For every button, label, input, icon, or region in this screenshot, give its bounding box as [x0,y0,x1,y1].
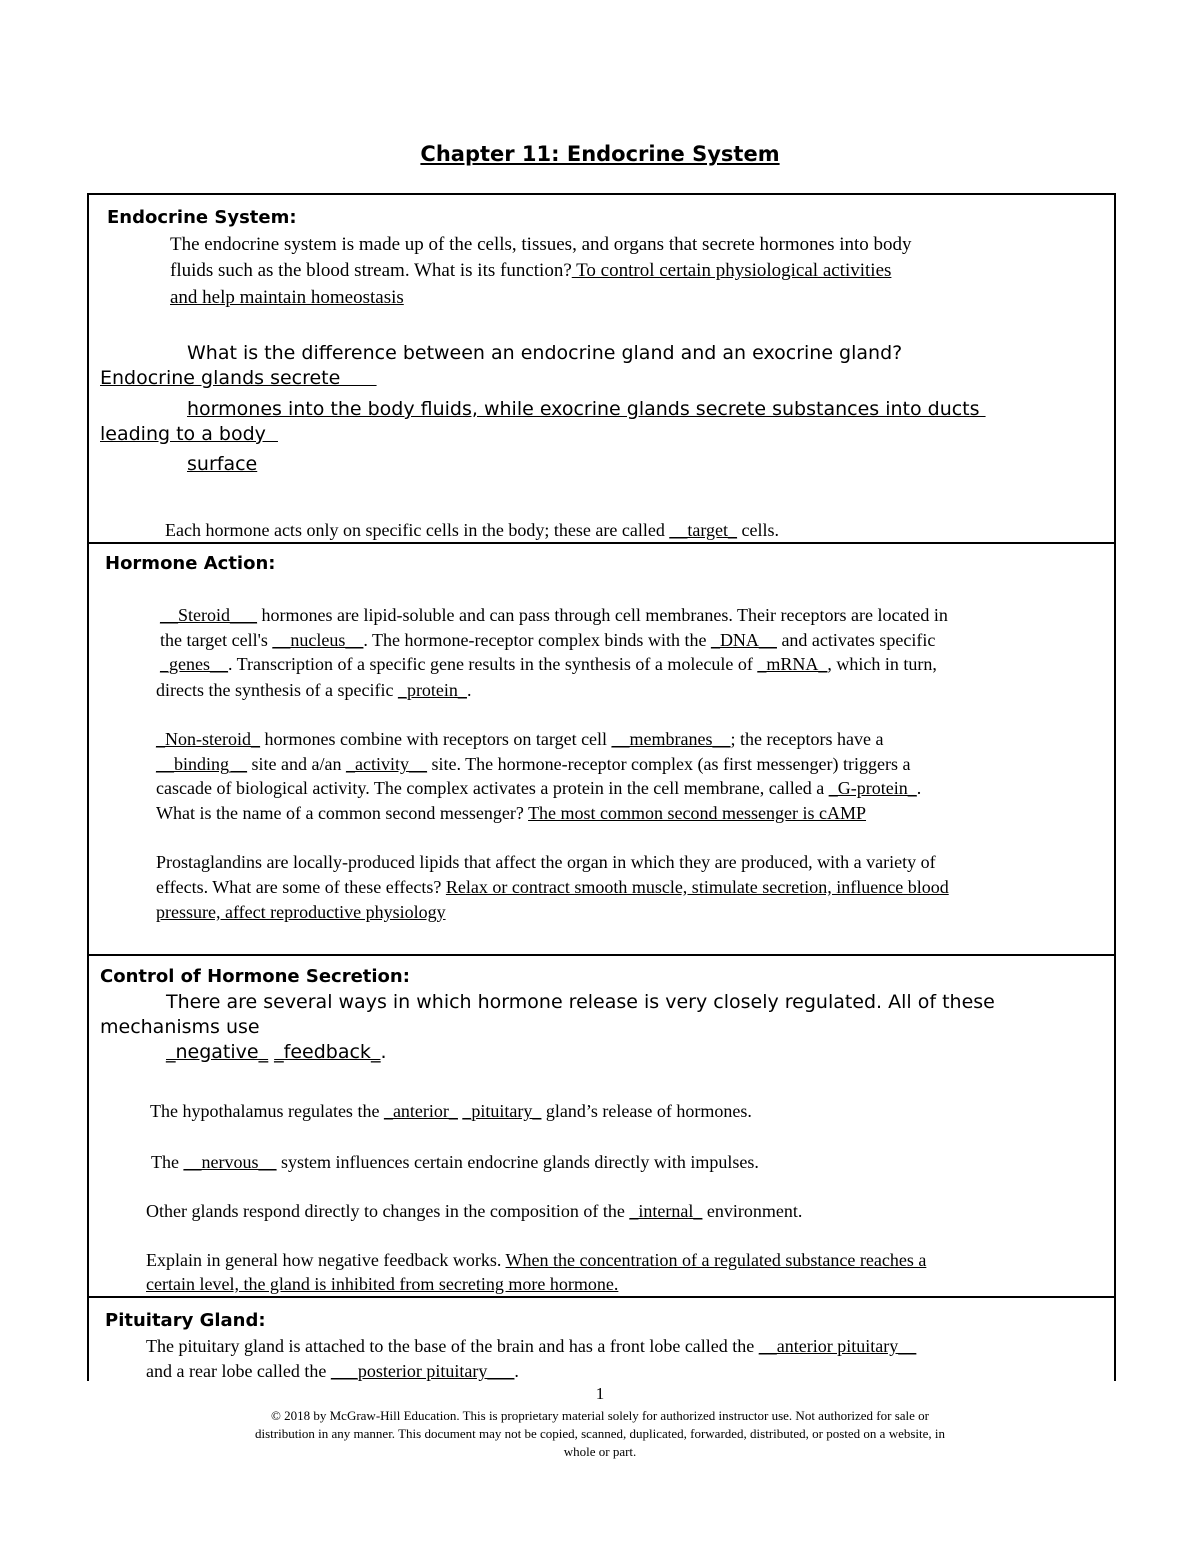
answer-target: __target_ [669,520,737,540]
text-line: The endocrine system is made up of the cells, tissues, and organs that secrete hormones into body [170,234,912,255]
text-line: Prostaglandins are locally-produced lipids that affect the organ in which they are produced, with a variety of [156,852,936,872]
answer-text: leading to a body [100,423,278,445]
text-line: directs the synthesis of a specific _protein_. [156,680,472,700]
question-text: What is the difference between an endocrine gland and an exocrine gland? [187,342,903,364]
text-line: _genes__. Transcription of a specific gene results in the synthesis of a molecule of _mRNA_, which in turn, [160,654,937,674]
text-line: certain level, the gland is inhibited from secreting more hormone. [146,1274,619,1294]
text-line: the target cell's __nucleus__. The hormone-receptor complex binds with the _DNA__ and activates specific [160,630,936,650]
section-heading: Pituitary Gland: [105,1310,266,1331]
text-line: fluids such as the blood stream. What is its function? To control certain physiological activities [170,260,892,281]
text-line: Each hormone acts only on specific cells in the body; these are called __target_ cells. [165,520,779,540]
text-line: pressure, affect reproductive physiology [156,902,446,922]
page-title: Chapter 11: Endocrine System [420,142,780,166]
copyright-notice: © 2018 by McGraw-Hill Education. This is proprietary material solely for authorized instructor use. Not authorized for sale or distribution in any manner. This document may not be copied, scanned, duplicated, forwarded, distributed, or posted on a website, in whole or part. [254,1408,946,1459]
answer-function: and help maintain homeostasis [170,287,404,308]
text-line: __Steroid___ hormones are lipid-soluble and can pass through cell membranes. Their receptors are located in [160,605,948,625]
text-line: __binding__ site and a/an _activity__ site. The hormone-receptor complex (as first messenger) triggers a [156,754,911,774]
text-line: _negative_ _feedback_. [166,1041,387,1063]
text-line: and a rear lobe called the ___posterior pituitary___. [146,1361,519,1381]
text-line: The hypothalamus regulates the _anterior_ _pituitary_ gland’s release of hormones. [150,1101,752,1121]
text-line: The pituitary gland is attached to the base of the brain and has a front lobe called the __anterior pituitary__ [146,1336,917,1356]
text-line: The __nervous__ system influences certain endocrine glands directly with impulses. [151,1152,759,1172]
text-line: There are several ways in which hormone release is very closely regulated. All of these [166,991,995,1013]
answer-text: Endocrine glands secrete [100,367,377,389]
text-line: _Non-steroid_ hormones combine with receptors on target cell __membranes__; the receptors have a [156,729,884,749]
page-number: 1 [595,1384,605,1403]
answer-text: hormones into the body fluids, while exocrine glands secrete substances into ducts [187,398,986,420]
text-line: What is the name of a common second messenger? The most common second messenger is cAMP [156,803,867,823]
section-heading: Endocrine System: [107,207,297,228]
answer-text: surface [187,453,258,475]
text-line: effects. What are some of these effects? Relax or contract smooth muscle, stimulate secretion, influence blood [156,877,949,897]
section-divider [89,954,1114,956]
text-line: Other glands respond directly to changes in the composition of the _internal_ environment. [146,1201,803,1221]
text-line: Explain in general how negative feedback works. When the concentration of a regulated substance reaches a [146,1250,927,1270]
text-line: mechanisms use [100,1016,260,1038]
section-heading: Hormone Action: [105,553,276,574]
answer-function: To control certain physiological activities [571,260,892,281]
text-line: cascade of biological activity. The complex activates a protein in the cell membrane, called a _G-protein_. [156,778,922,798]
section-heading: Control of Hormone Secretion: [100,966,410,987]
